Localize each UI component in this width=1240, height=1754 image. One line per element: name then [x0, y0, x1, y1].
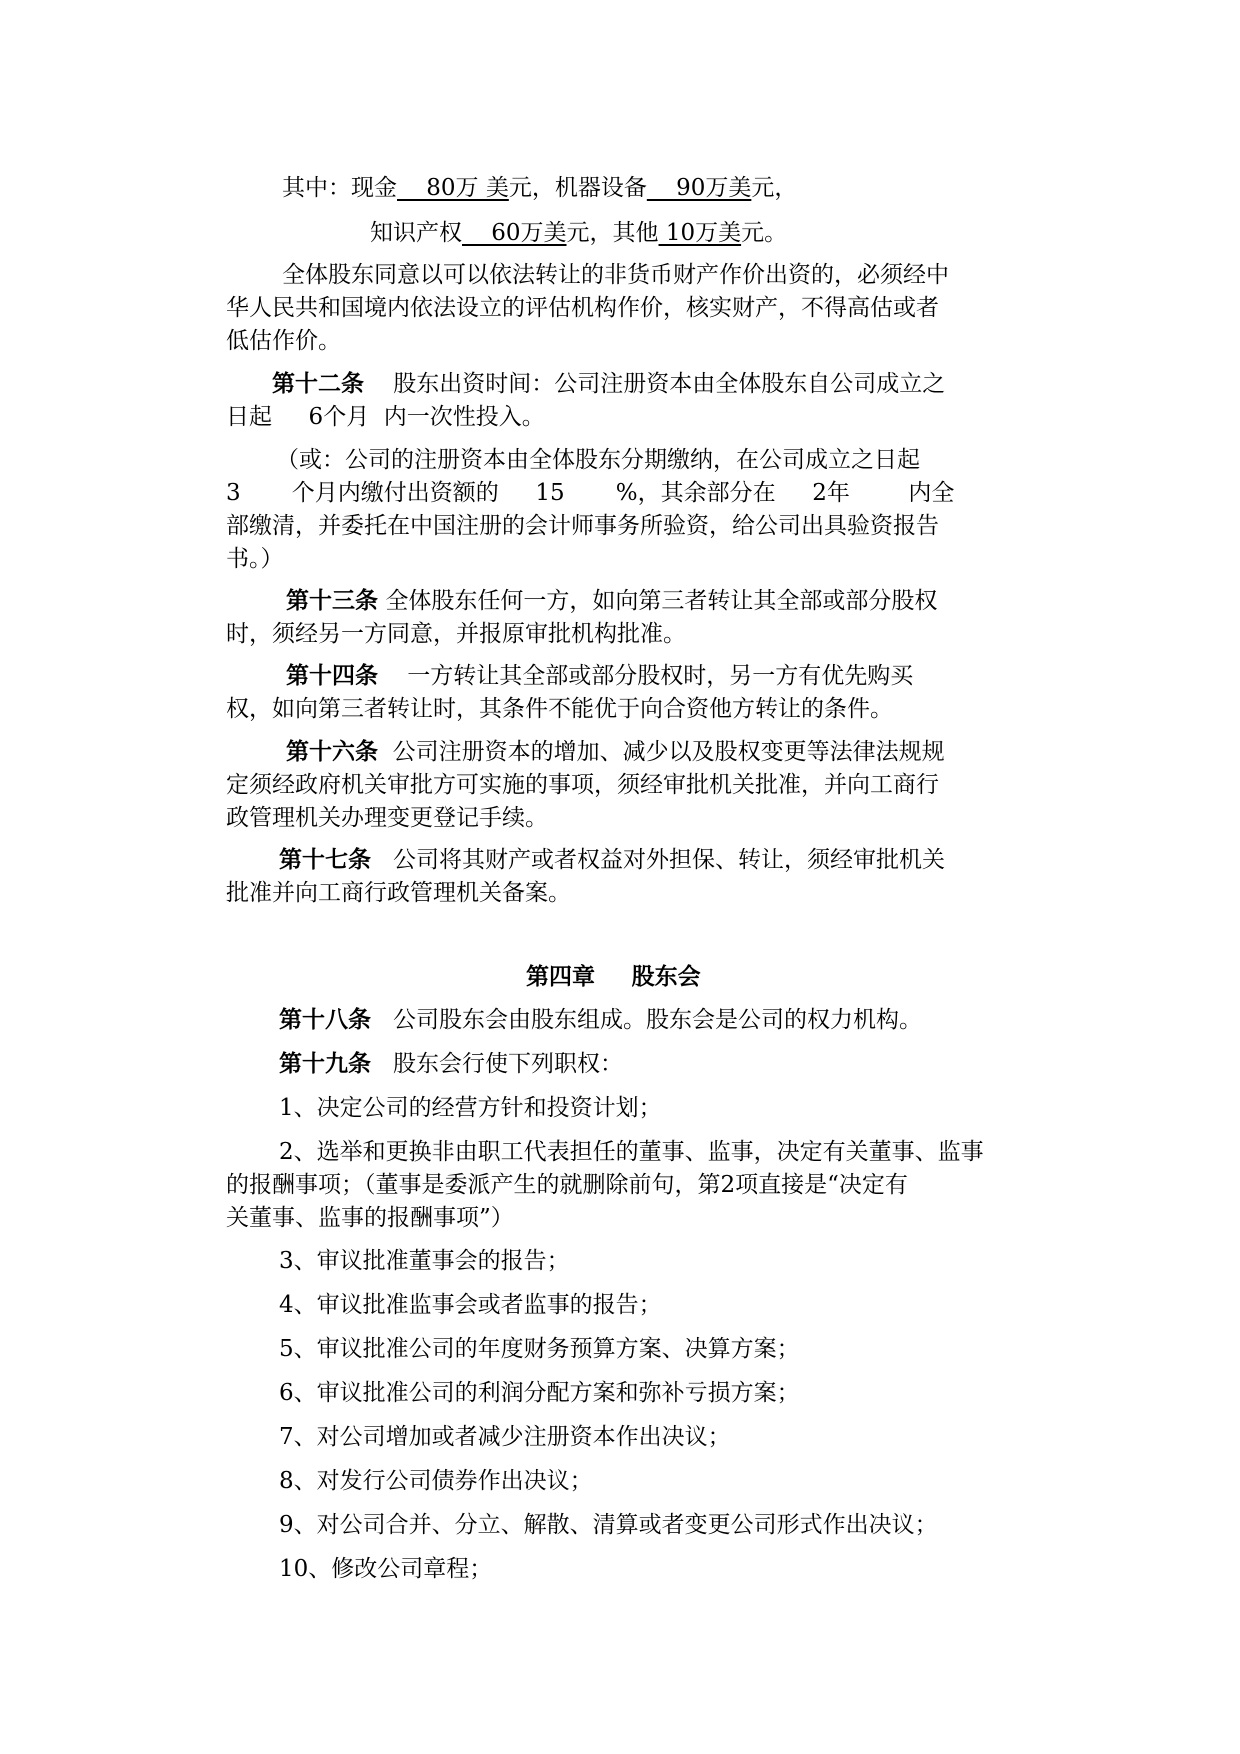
capital-label-ip: 知识产权 — [370, 220, 462, 246]
article-13-line-1 — [286, 584, 1086, 618]
article-16-line-2: 定须经政府机关审批方可实施的事项，须经审批机关批准，并向工商行 — [226, 772, 939, 798]
capital-label-cash: 其中：现金 — [282, 175, 397, 201]
capital-cash-amount: 80万 美 — [397, 175, 509, 201]
power-item-2-line-1: 2、选举和更换非由职工代表担任的董事、监事，决定有关董事、监事 — [279, 1139, 984, 1165]
power-item-7: 7、对公司增加或者减少注册资本作出决议； — [279, 1424, 731, 1450]
nonmonetary-line-3: 低估作价。 — [226, 328, 341, 354]
capital-line-1-end: 元， — [751, 175, 798, 201]
article-12-title: 第十二条 — [272, 370, 364, 397]
nonmonetary-line-1: 全体股东同意以可以依法转让的非货币财产作价出资的，必须经中 — [282, 262, 949, 288]
article-13-line-2: 时，须经另一方同意，并报原审批机构批准。 — [226, 621, 686, 647]
capital-machine-amount: 90万美 — [646, 175, 752, 201]
power-item-1: 1、决定公司的经营方针和投资计划； — [279, 1095, 662, 1121]
article-18-text: 公司股东会由股东组成。股东会是公司的权力机构。 — [392, 1007, 922, 1033]
article-14-line-1 — [286, 659, 1086, 693]
article-19-title: 第十九条 — [279, 1050, 371, 1077]
alt-clause-line-3: 部缴清，并委托在中国注册的会计师事务所验资，给公司出具验资报告 — [226, 513, 939, 539]
article-19-line — [279, 1047, 1079, 1081]
alt-clause-line-4: 书。） — [226, 546, 284, 572]
capital-ip-amount: 60万美 — [462, 220, 567, 246]
power-item-10: 10、修改公司章程； — [279, 1556, 493, 1582]
article-19-text: 股东会行使下列职权： — [392, 1051, 623, 1077]
article-17-title: 第十七条 — [279, 846, 371, 873]
article-16-line-3: 政管理机关办理变更登记手续。 — [226, 805, 548, 831]
article-14-text-1: 一方转让其全部或部分股权时，另一方有优先购买 — [407, 663, 914, 689]
article-14-line-2: 权，如向第三者转让时，其条件不能优于向合资他方转让的条件。 — [226, 696, 893, 722]
article-12-line-2: 日起 6个月 内一次性投入。 — [226, 404, 545, 430]
capital-label-other: 元，其他 — [566, 220, 659, 246]
article-17-line-1 — [279, 843, 1079, 877]
chapter-4-title: 股东会 — [631, 963, 701, 990]
article-18-line — [279, 1003, 1079, 1037]
article-12-line-1 — [272, 367, 1072, 401]
power-item-9: 9、对公司合并、分立、解散、清算或者变更公司形式作出决议； — [279, 1512, 938, 1538]
article-16-title: 第十六条 — [286, 738, 378, 765]
power-item-2-line-2: 的报酬事项；（董事是委派产生的就删除前句，第2项直接是“决定有 — [226, 1172, 908, 1198]
chapter-4-number: 第四章 — [526, 963, 595, 990]
capital-line-1 — [282, 171, 1082, 205]
article-12-text-1: 股东出资时间：公司注册资本由全体股东自公司成立之 — [393, 371, 946, 397]
capital-line-2 — [370, 216, 1170, 250]
power-item-8: 8、对发行公司债券作出决议； — [279, 1468, 593, 1494]
article-14-title: 第十四条 — [286, 662, 378, 689]
capital-line-2-end: 元。 — [741, 220, 788, 246]
power-item-6: 6、审议批准公司的利润分配方案和弥补亏损方案； — [279, 1380, 800, 1406]
alt-clause-line-1: （或：公司的注册资本由全体股东分期缴纳，在公司成立之日起 — [276, 447, 920, 473]
article-13-text-1: 全体股东任何一方，如向第三者转让其全部或部分股权 — [385, 588, 938, 614]
power-item-3: 3、审议批准董事会的报告； — [279, 1248, 570, 1274]
power-item-2-line-3: 关董事、监事的报酬事项”） — [226, 1205, 514, 1231]
alt-clause-line-2: 3 个月内缴付出资额的 15 %，其余部分在 2年 内全 — [226, 480, 955, 506]
article-17-text-1: 公司将其财产或者权益对外担保、转让，须经审批机关 — [392, 847, 945, 873]
chapter-4-heading — [526, 960, 1240, 994]
article-13-title: 第十三条 — [286, 587, 378, 614]
article-16-line-1 — [286, 735, 1086, 769]
capital-label-machine: 元，机器设备 — [508, 175, 647, 201]
article-17-line-2: 批准并向工商行政管理机关备案。 — [226, 880, 571, 906]
power-item-4: 4、审议批准监事会或者监事的报告； — [279, 1292, 662, 1318]
article-18-title: 第十八条 — [279, 1006, 371, 1033]
nonmonetary-line-2: 华人民共和国境内依法设立的评估机构作价，核实财产，不得高估或者 — [226, 295, 939, 321]
article-16-text-1: 公司注册资本的增加、减少以及股权变更等法律法规规 — [392, 739, 945, 765]
capital-other-amount: 10万美 — [658, 220, 742, 246]
power-item-5: 5、审议批准公司的年度财务预算方案、决算方案； — [279, 1336, 800, 1362]
